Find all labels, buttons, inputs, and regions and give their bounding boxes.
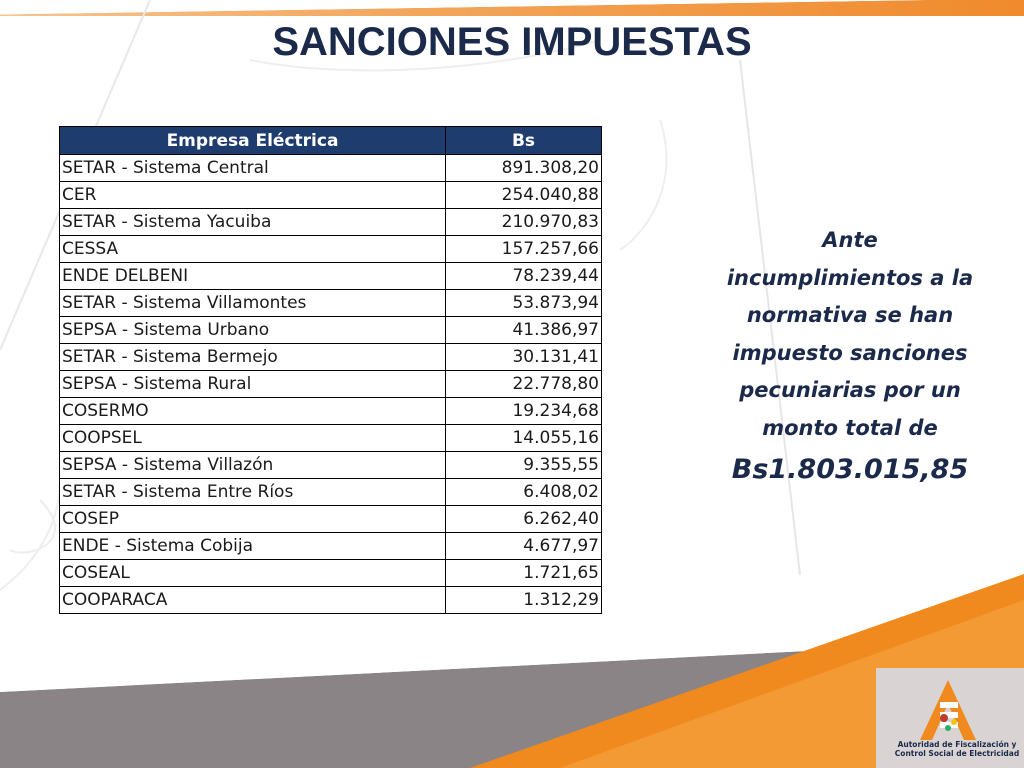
table-row	[60, 344, 602, 371]
company-cell: CESSA	[60, 236, 446, 263]
company-cell: COSEP	[60, 506, 446, 533]
logo-caption-line2: Control Social de Electricidad	[894, 749, 1020, 758]
company-cell: ENDE - Sistema Cobija	[60, 533, 446, 560]
table-row	[60, 209, 602, 236]
amount-cell: 6.408,02	[446, 479, 602, 506]
table-row	[60, 317, 602, 344]
company-cell: SETAR - Sistema Central	[60, 155, 446, 182]
table-row	[60, 263, 602, 290]
column-header-amount: Bs	[446, 127, 602, 155]
amount-cell: 9.355,55	[446, 452, 602, 479]
company-cell: SETAR - Sistema Bermejo	[60, 344, 446, 371]
table-row	[60, 533, 602, 560]
amount-cell: 4.677,97	[446, 533, 602, 560]
table-row	[60, 155, 602, 182]
table-row	[60, 506, 602, 533]
company-cell: SEPSA - Sistema Urbano	[60, 317, 446, 344]
logo-caption	[890, 740, 1024, 758]
amount-cell: 19.234,68	[446, 398, 602, 425]
company-cell: ENDE DELBENI	[60, 263, 446, 290]
column-header-company: Empresa Eléctrica	[60, 127, 446, 155]
summary-text: Ante incumplimientos a la normativa se han impuesto sanciones pecuniarias por un monto total de	[726, 228, 974, 440]
logo-caption-line1: Autoridad de Fiscalización y	[897, 740, 1017, 749]
table-row	[60, 587, 602, 614]
page-title: SANCIONES IMPUESTAS	[272, 20, 752, 64]
company-cell: COOPARACA	[60, 587, 446, 614]
amount-cell: 78.239,44	[446, 263, 602, 290]
table-row	[60, 452, 602, 479]
company-cell: SETAR - Sistema Yacuiba	[60, 209, 446, 236]
summary-total: Bs1.803.015,85	[731, 454, 969, 485]
table-row	[60, 425, 602, 452]
company-cell: COSEAL	[60, 560, 446, 587]
amount-cell: 6.262,40	[446, 506, 602, 533]
table-row	[60, 371, 602, 398]
amount-cell: 14.055,16	[446, 425, 602, 452]
amount-cell: 1.721,65	[446, 560, 602, 587]
table-row	[60, 398, 602, 425]
table-row	[60, 479, 602, 506]
table-row	[60, 236, 602, 263]
company-cell: SEPSA - Sistema Villazón	[60, 452, 446, 479]
company-cell: SETAR - Sistema Villamontes	[60, 290, 446, 317]
table-row	[60, 560, 602, 587]
sanctions-table	[59, 126, 602, 614]
table-row	[60, 182, 602, 209]
amount-cell: 157.257,66	[446, 236, 602, 263]
company-cell: COSERMO	[60, 398, 446, 425]
amount-cell: 210.970,83	[446, 209, 602, 236]
summary-callout	[724, 222, 976, 493]
company-cell: CER	[60, 182, 446, 209]
amount-cell: 22.778,80	[446, 371, 602, 398]
amount-cell: 30.131,41	[446, 344, 602, 371]
amount-cell: 1.312,29	[446, 587, 602, 614]
amount-cell: 254.040,88	[446, 182, 602, 209]
amount-cell: 891.308,20	[446, 155, 602, 182]
company-cell: COOPSEL	[60, 425, 446, 452]
amount-cell: 41.386,97	[446, 317, 602, 344]
company-cell: SETAR - Sistema Entre Ríos	[60, 479, 446, 506]
amount-cell: 53.873,94	[446, 290, 602, 317]
table-header-row	[60, 127, 602, 155]
table-row	[60, 290, 602, 317]
company-cell: SEPSA - Sistema Rural	[60, 371, 446, 398]
